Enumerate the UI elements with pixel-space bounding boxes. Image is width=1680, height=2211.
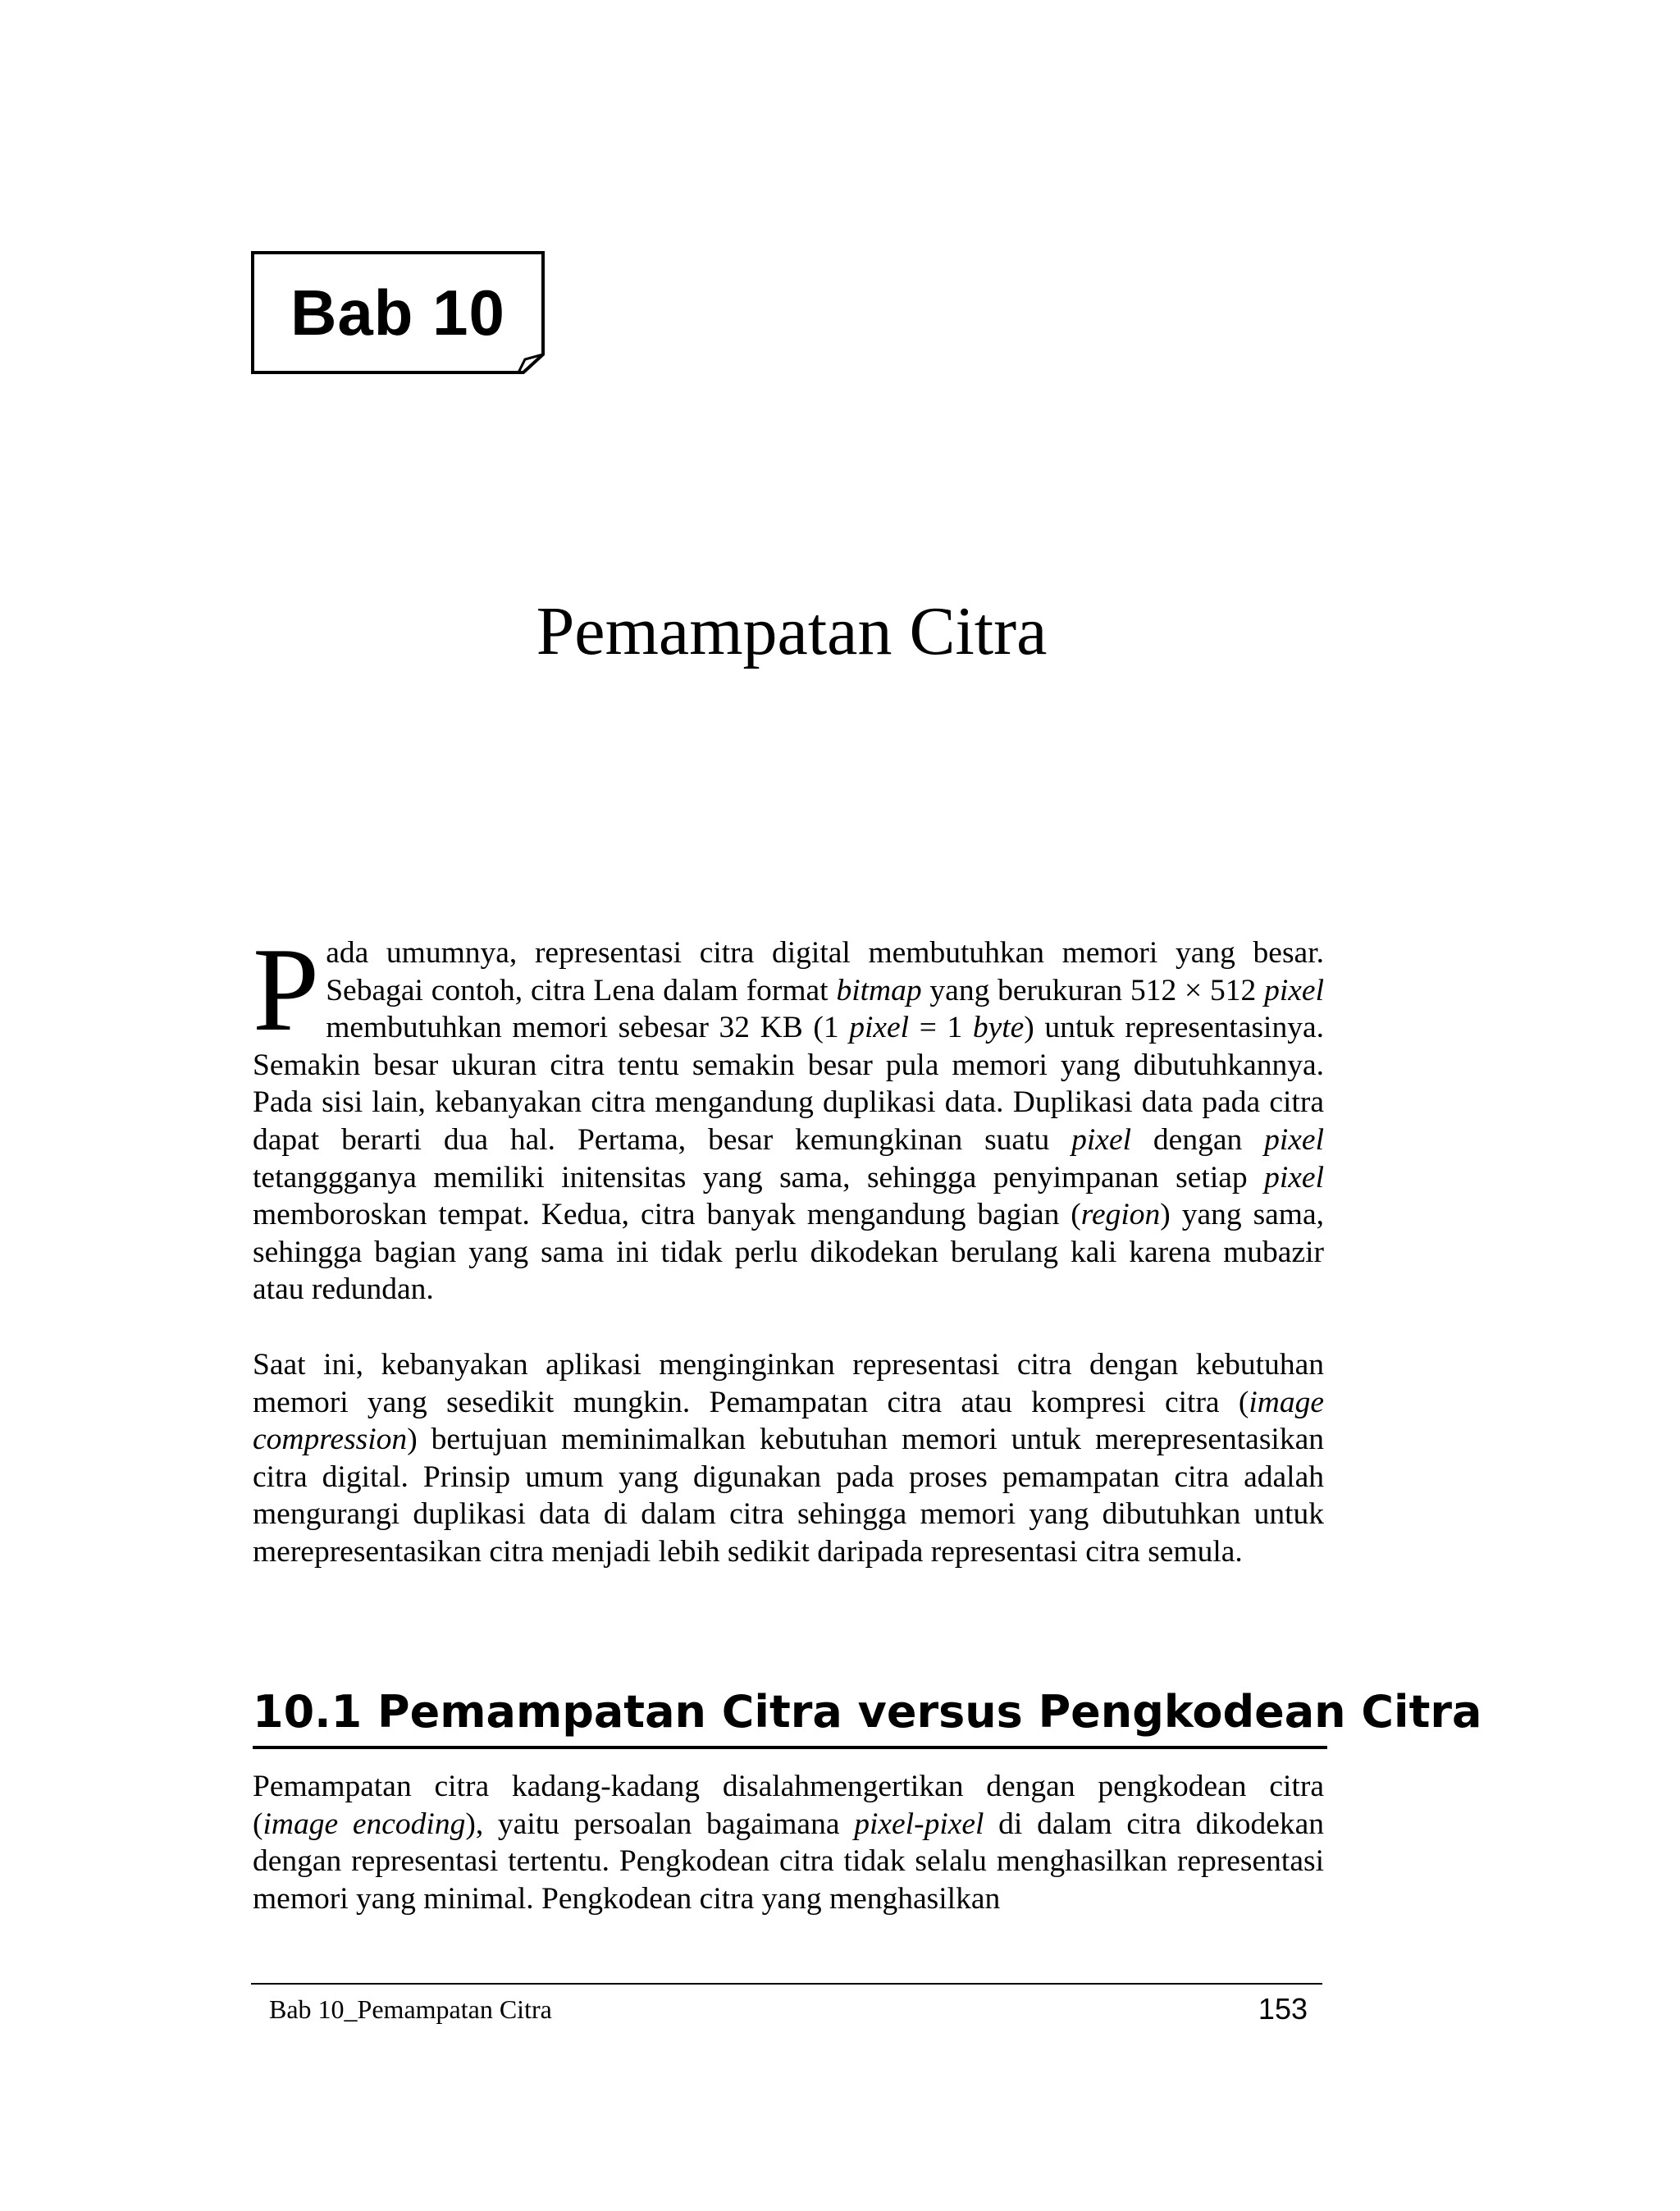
footer-rule [251, 1983, 1322, 1985]
chapter-label: Bab 10 [290, 276, 505, 349]
section-heading: 10.1 Pemampatan Citra versus Pengkodean Citra [253, 1683, 1327, 1749]
italic-term: pixel [1264, 973, 1324, 1007]
italic-term: image compression [253, 1385, 1324, 1457]
intro-paragraph-1 [253, 923, 1324, 1309]
intro-paragraph-1-text: ada umumnya, representasi citra digital membutuhkan memori yang besar. Sebagai contoh, citra Lena dalam format bitmap yang berukuran 512 × 512 pixel membutuhkan memori sebesar 32 KB (1 pixel = 1 byte) untuk representasinya. Semakin besar ukuran citra tentu semakin besar pula memori yang dibutuhkannya. Pada sisi lain, kebanyakan citra mengandung duplikasi data. Duplikasi data pada citra dapat berarti dua hal. Pertama, besar kemungkinan suatu pixel dengan pixel tetanggganya memiliki initensitas yang sama, sehingga penyimpanan setiap pixel memboroskan tempat. Kedua, citra banyak mengandung bagian (region) yang sama, sehingga bagian yang sama ini tidak perlu dikodekan berulang kali karena mubazir atau redundan. [253, 936, 1324, 1307]
italic-term: pixel [1264, 1122, 1324, 1157]
section-body [253, 1768, 1324, 1917]
italic-term: pixel [849, 1011, 910, 1045]
italic-term: region [1080, 1198, 1161, 1232]
drop-cap: P [253, 923, 320, 1056]
footer-running-title: Bab 10_Pemampatan Citra [269, 1994, 552, 2024]
page-number: 153 [1258, 1992, 1308, 2026]
italic-term: image encoding [262, 1807, 466, 1841]
italic-term: byte [972, 1011, 1025, 1045]
italic-term: pixel [1264, 1160, 1324, 1195]
chapter-title: Pemampatan Citra [536, 593, 1048, 669]
italic-term: bitmap [836, 973, 922, 1007]
section-paragraph-1: Pemampatan citra kadang-kadang disalahmengertikan dengan pengkodean citra (image encoding), yaitu persoalan bagaimana pixel-pixel di dalam citra dikodekan dengan representasi tertentu. Pengkodean citra tidak selalu menghasilkan representasi memori yang minimal. Pengkodean citra yang menghasilkan [253, 1770, 1324, 1916]
chapter-label-box [251, 251, 545, 374]
intro-paragraph-2: Saat ini, kebanyakan aplikasi menginginkan representasi citra dengan kebutuhan memori yang sesedikit mungkin. Pemampatan citra atau kompresi citra (image compression) bertujuan meminimalkan kebutuhan memori untuk merepresentasikan citra digital. Prinsip umum yang digunakan pada proses pemampatan citra adalah mengurangi duplikasi data di dalam citra sehingga memori yang dibutuhkan untuk merepresentasikan citra menjadi lebih sedikit daripada representasi citra semula. [253, 1347, 1324, 1569]
italic-term: pixel [1071, 1122, 1132, 1157]
intro-section [253, 923, 1324, 1571]
italic-term: pixel-pixel [854, 1807, 984, 1841]
